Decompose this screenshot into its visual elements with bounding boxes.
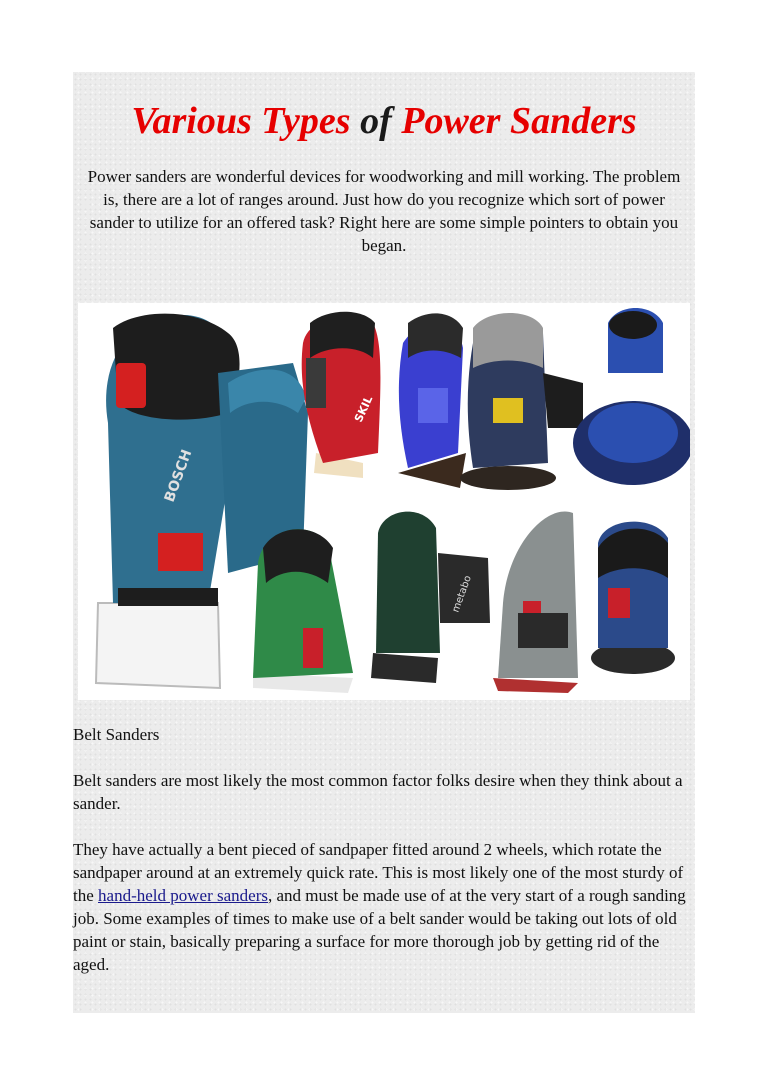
- grey-mouse-sander: [493, 511, 578, 693]
- paragraph-2-text-before: They have actually a bent pieced of sandpaper fitted around 2 wheels, which rotate the sandpaper around at an extremely quick rate. This is most likely one of the most sturdy of the: [73, 840, 684, 905]
- belt-sanders-paragraph-1: Belt sanders are most likely the most common factor folks desire when they think about a sander.: [73, 771, 683, 813]
- title-part-power-sanders: Power Sanders: [401, 100, 637, 142]
- page-title: [0, 96, 768, 146]
- metabo-sander: [371, 512, 490, 683]
- title-part-various-types: Various Types: [131, 100, 351, 142]
- blue-detail-sander: [398, 313, 466, 488]
- skil-brand-label: SKIL: [351, 393, 376, 425]
- belt-sanders-heading: Belt Sanders: [73, 725, 160, 744]
- power-sanders-photo: [78, 303, 690, 700]
- grey-orbital-sander: [460, 313, 583, 490]
- bosch-random-orbit-sander: [591, 522, 675, 674]
- hand-held-power-sanders-link[interactable]: hand-held power sanders: [98, 886, 268, 905]
- title-part-of: of: [350, 100, 402, 142]
- green-multi-sander: [253, 529, 353, 693]
- bosch-brand-label: BOSCH: [161, 447, 196, 505]
- belt-sanders-paragraph-2: [73, 838, 693, 976]
- skil-palm-sander: [302, 312, 381, 478]
- blue-random-orbit-sander: [573, 308, 690, 485]
- intro-paragraph: Power sanders are wonderful devices for woodworking and mill working. The problem is, there are a lot of ranges around. Just how do you recognize which sort of power sander to utilize for an offered task? Right here are some simple pointers to obtain you began.: [87, 167, 681, 255]
- metabo-brand-label: metabo: [450, 574, 474, 615]
- paragraph-2-text-after: , and must be made use of at the very start of a rough sanding job. Some examples of times to make use of a belt sander would be taking out lots of old paint or stain, basically preparing a surface for more thorough job by getting rid of the aged.: [73, 886, 686, 974]
